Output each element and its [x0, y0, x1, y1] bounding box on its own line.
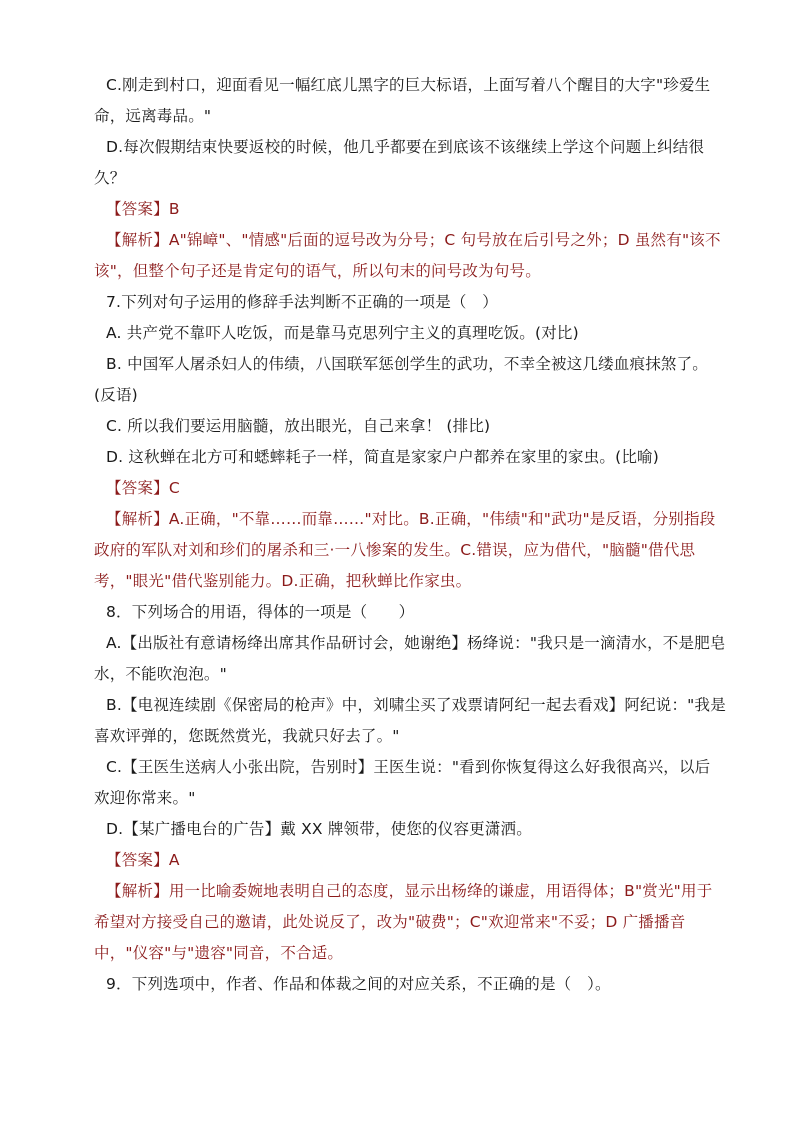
question-8-option-d: D.【某广播电台的广告】戴 XX 牌领带，使您的仪容更潇洒。 — [106, 820, 532, 838]
analysis-label: 【解析】 — [106, 882, 169, 900]
answer-line — [94, 194, 726, 225]
option-d-text: D.每次假期结束快要返校的时候，他几乎都要在到底该不该继续上学这个问题上纠结很久？ — [94, 138, 705, 187]
question-7-option-d: D. 这秋蝉在北方可和蟋蟀耗子一样，简直是家家户户都养在家里的家虫。(比喻) — [106, 448, 659, 466]
analysis-paragraph — [94, 225, 726, 287]
analysis-label: 【解析】 — [106, 231, 169, 249]
analysis-text: A.正确，"不靠……而靠……"对比。B.正确，"伟绩"和"武功"是反语，分别指段政府的军队对刘和珍们的屠杀和三·一八惨案的发生。C.错误，应为借代，"脑髓"借代思考，"眼光"借代鉴别能力。D.正确，把秋蝉比作家虫。 — [94, 510, 716, 590]
answer-value: C — [168, 479, 180, 497]
answer-label: 【答案】 — [106, 200, 169, 218]
question-8-option-a: A.【出版社有意请杨绛出席其作品研讨会，她谢绝】杨绛说："我只是一滴清水，不是肥皂水，不能吹泡泡。" — [94, 634, 726, 683]
analysis-paragraph — [94, 876, 726, 969]
question-7-stem: 7.下列对句子运用的修辞手法判断不正确的一项是（ ） — [106, 293, 498, 311]
option-c-text: C.刚走到村口，迎面看见一幅红底儿黑字的巨大标语，上面写着八个醒目的大字"珍爱生命，远离毒品。" — [94, 76, 711, 125]
answer-value: A — [168, 851, 180, 869]
answer-label: 【答案】 — [106, 851, 169, 869]
question-8-stem: 8．下列场合的用语，得体的一项是（ ） — [106, 603, 415, 621]
question-9-stem: 9．下列选项中，作者、作品和体裁之间的对应关系，不正确的是（ ）。 — [106, 975, 611, 993]
answer-line — [94, 845, 726, 876]
analysis-paragraph — [94, 504, 726, 597]
analysis-text: A"锦嶂"、"情感"后面的逗号改为分号；C 句号放在后引号之外；D 虽然有"该不该"，但整个句子还是肯定句的语气，所以句末的问号改为句号。 — [94, 231, 721, 280]
answer-value: B — [168, 200, 180, 218]
analysis-text: 用一比喻委婉地表明自己的态度，显示出杨绛的谦虚，用语得体；B"赏光"用于希望对方接受自己的邀请，此处说反了，改为"破费"；C"欢迎常来"不妥；D 广播播音中，"仪容"与"遗容"同音，不合适。 — [94, 882, 713, 962]
question-8-option-b: B.【电视连续剧《保密局的枪声》中，刘啸尘买了戏票请阿纪一起去看戏】阿纪说："我是喜欢评弹的，您既然赏光，我就只好去了。" — [94, 696, 726, 745]
question-7-option-a: A. 共产党不靠吓人吃饭，而是靠马克思列宁主义的真理吃饭。(对比) — [106, 324, 579, 342]
question-8-option-c: C.【王医生送病人小张出院，告别时】王医生说："看到你恢复得这么好我很高兴，以后欢迎你常来。" — [94, 758, 711, 807]
analysis-label: 【解析】 — [106, 510, 169, 528]
answer-line — [94, 473, 726, 504]
answer-label: 【答案】 — [106, 479, 169, 497]
question-7-option-c: C. 所以我们要运用脑髓，放出眼光，自己来拿！ (排比) — [106, 417, 491, 435]
question-7-option-b: B. 中国军人屠杀妇人的伟绩，八国联军惩创学生的武功，不幸全被这几缕血痕抹煞了。(反语) — [94, 355, 708, 404]
document-content — [94, 70, 726, 1000]
